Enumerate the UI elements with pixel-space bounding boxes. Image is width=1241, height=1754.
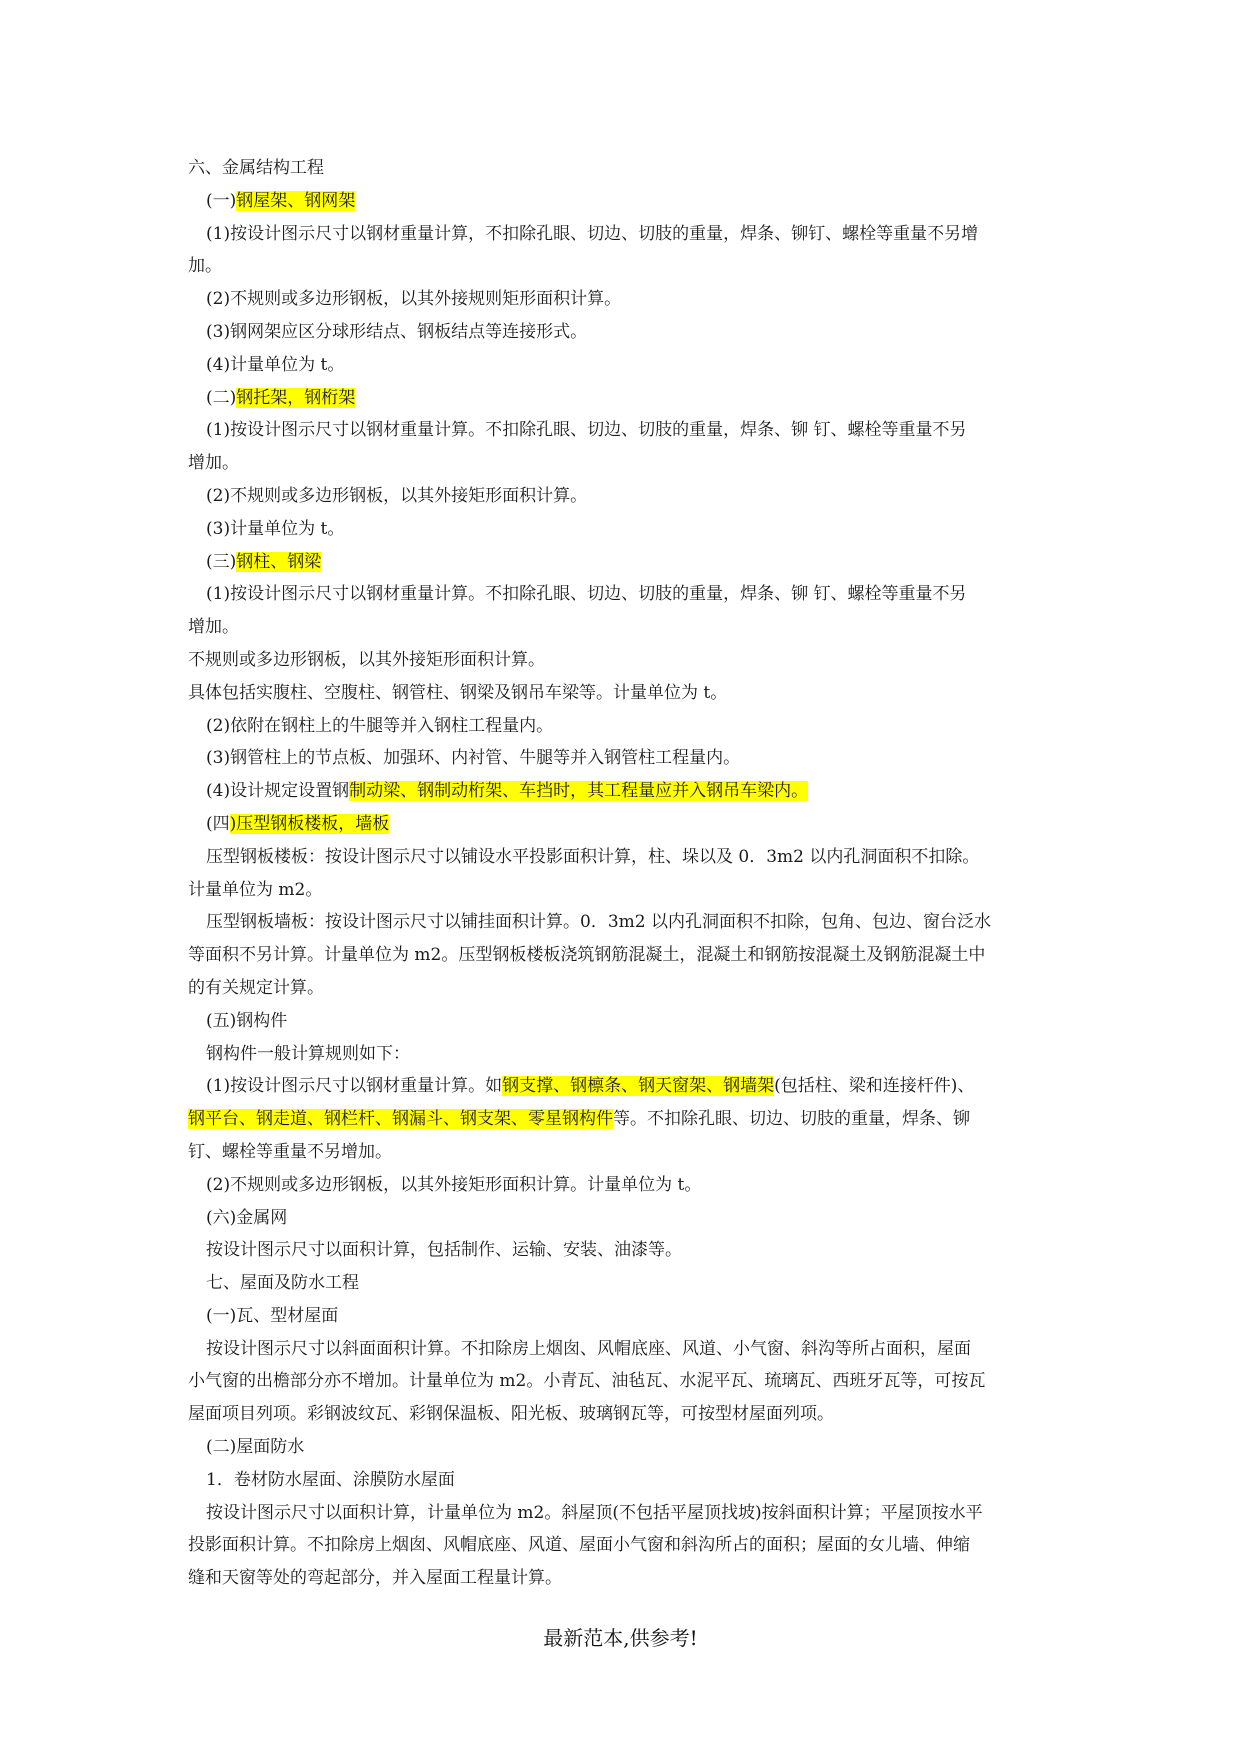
paragraph-line bbox=[188, 546, 1058, 579]
paragraph-line bbox=[188, 1529, 1058, 1562]
text-segment: 加。 bbox=[188, 256, 222, 277]
paragraph-line bbox=[188, 841, 1058, 874]
paragraph-line bbox=[188, 1038, 1058, 1071]
highlighted-text: )压型钢板楼板，墙板 bbox=[229, 813, 390, 834]
paragraph-line bbox=[188, 382, 1058, 415]
highlighted-text: 钢支撑、钢檩条、钢天窗架、钢墙架 bbox=[502, 1076, 775, 1097]
text-segment: (1)按设计图示尺寸以钢材重量计算。不扣除孔眼、切边、切肢的重量，焊条、铆 钉、螺栓等重量不另 bbox=[206, 420, 967, 441]
paragraph-line bbox=[188, 283, 1058, 316]
text-segment: 压型钢板墙板：按设计图示尺寸以铺挂面积计算。0．3m2 以内孔洞面积不扣除，包角、包边、窗台泛水 bbox=[206, 912, 991, 933]
text-segment: 按设计图示尺寸以面积计算，包括制作、运输、安装、油漆等。 bbox=[206, 1240, 682, 1261]
text-segment: 增加。 bbox=[188, 453, 239, 474]
paragraph-line bbox=[188, 1431, 1058, 1464]
paragraph-line bbox=[188, 1234, 1058, 1267]
paragraph-line bbox=[188, 578, 1058, 611]
text-segment: 等面积不另计算。计量单位为 m2。压型钢板楼板浇筑钢筋混凝土，混凝土和钢筋按混凝土及钢筋混凝土中 bbox=[188, 945, 986, 966]
text-segment: (3)钢网架应区分球形结点、钢板结点等连接形式。 bbox=[206, 321, 588, 342]
paragraph-line bbox=[188, 1202, 1058, 1235]
paragraph-line bbox=[188, 1169, 1058, 1202]
highlighted-text: 钢托架，钢桁架 bbox=[236, 387, 356, 408]
paragraph-line bbox=[188, 611, 1058, 644]
paragraph-line bbox=[188, 1562, 1058, 1595]
text-segment: 缝和天窗等处的弯起部分，并入屋面工程量计算。 bbox=[188, 1568, 562, 1589]
text-segment: 等。不扣除孔眼、切边、切肢的重量，焊条、铆 bbox=[613, 1109, 970, 1130]
paragraph-line bbox=[188, 1267, 1058, 1300]
paragraph-line bbox=[188, 644, 1058, 677]
text-segment: (2)不规则或多边形钢板，以其外接矩形面积计算。 bbox=[206, 485, 588, 506]
paragraph-line bbox=[188, 1136, 1058, 1169]
text-segment: (一) bbox=[206, 190, 237, 211]
paragraph-line bbox=[188, 972, 1058, 1005]
paragraph-line bbox=[188, 939, 1058, 972]
text-segment: (三) bbox=[206, 551, 237, 572]
text-segment: (2)不规则或多边形钢板，以其外接矩形面积计算。计量单位为 t。 bbox=[206, 1174, 702, 1195]
text-segment: 六、金属结构工程 bbox=[188, 158, 324, 178]
text-segment: 按设计图示尺寸以面积计算，计量单位为 m2。斜屋顶(不包括平屋顶找坡)按斜面积计算；平屋顶按水平 bbox=[206, 1502, 983, 1523]
paragraph-line bbox=[188, 1398, 1058, 1431]
paragraph-line bbox=[188, 1497, 1058, 1530]
highlighted-text: 制动梁、钢制动桁架、车挡时，其工程量应并入钢吊车梁内。 bbox=[349, 781, 809, 802]
text-segment: (一)瓦、型材屋面 bbox=[206, 1305, 339, 1326]
text-segment: (4)计量单位为 t。 bbox=[206, 354, 345, 375]
text-segment: (1)按设计图示尺寸以钢材重量计算，不扣除孔眼、切边、切肢的重量，焊条、铆钉、螺栓等重量不另增 bbox=[206, 223, 979, 244]
paragraph-line bbox=[188, 808, 1058, 841]
text-segment: (二)屋面防水 bbox=[206, 1437, 305, 1458]
text-segment: 计量单位为 m2。 bbox=[188, 879, 323, 900]
highlighted-text: 钢屋架、钢网架 bbox=[236, 190, 356, 211]
text-segment: (五)钢构件 bbox=[206, 1010, 288, 1031]
text-segment: (1)按设计图示尺寸以钢材重量计算。不扣除孔眼、切边、切肢的重量，焊条、铆 钉、螺栓等重量不另 bbox=[206, 584, 967, 605]
paragraph-line bbox=[188, 710, 1058, 743]
paragraph-line bbox=[188, 1365, 1058, 1398]
paragraph-line bbox=[188, 874, 1058, 907]
paragraph-line bbox=[188, 218, 1058, 251]
paragraph-line bbox=[188, 906, 1058, 939]
text-segment: 按设计图示尺寸以斜面面积计算。不扣除房上烟囱、风帽底座、风道、小气窗、斜沟等所占面积，屋面 bbox=[206, 1338, 971, 1359]
text-segment: (2)依附在钢柱上的牛腿等并入钢柱工程量内。 bbox=[206, 715, 554, 736]
paragraph-line bbox=[188, 513, 1058, 546]
text-segment: 增加。 bbox=[188, 617, 239, 638]
paragraph-line bbox=[188, 152, 1058, 185]
text-segment: 的有关规定计算。 bbox=[188, 977, 324, 998]
paragraph-line bbox=[188, 185, 1058, 218]
paragraph-line bbox=[188, 480, 1058, 513]
text-segment: (四 bbox=[206, 813, 230, 834]
text-segment: 投影面积计算。不扣除房上烟囱、风帽底座、风道、屋面小气窗和斜沟所占的面积；屋面的女儿墙、伸缩 bbox=[188, 1535, 970, 1556]
text-segment: (六)金属网 bbox=[206, 1207, 288, 1228]
paragraph-line bbox=[188, 1333, 1058, 1366]
text-segment: (包括柱、梁和连接杆件)、 bbox=[774, 1076, 975, 1097]
text-segment: (3)钢管柱上的节点板、加强环、内衬管、牛腿等并入钢管柱工程量内。 bbox=[206, 748, 741, 769]
paragraph-line bbox=[188, 775, 1058, 808]
text-segment: (1)按设计图示尺寸以钢材重量计算。如 bbox=[206, 1076, 503, 1097]
paragraph-line bbox=[188, 742, 1058, 775]
paragraph-line bbox=[188, 1070, 1058, 1103]
page-footer: 最新范本,供参考! bbox=[543, 1626, 698, 1650]
paragraph-line bbox=[188, 1464, 1058, 1497]
paragraph-line bbox=[188, 1300, 1058, 1333]
text-segment: 七、屋面及防水工程 bbox=[206, 1273, 359, 1294]
text-segment: (2)不规则或多边形钢板，以其外接规则矩形面积计算。 bbox=[206, 289, 622, 310]
text-segment: 屋面项目列项。彩钢波纹瓦、彩钢保温板、阳光板、玻璃钢瓦等，可按型材屋面列项。 bbox=[188, 1404, 834, 1425]
text-segment: (4)设计规定设置钢 bbox=[206, 781, 350, 802]
paragraph-line bbox=[188, 414, 1058, 447]
text-segment: 压型钢板楼板：按设计图示尺寸以铺设水平投影面积计算，柱、垛以及 0．3m2 以内孔洞面积不扣除。 bbox=[206, 846, 980, 867]
paragraph-line bbox=[188, 316, 1058, 349]
text-segment: 钉、螺栓等重量不另增加。 bbox=[188, 1141, 392, 1162]
text-segment: (3)计量单位为 t。 bbox=[206, 518, 345, 539]
text-segment: 1．卷材防水屋面、涂膜防水屋面 bbox=[206, 1469, 455, 1490]
document-body bbox=[188, 152, 1058, 1595]
text-segment: 具体包括实腹柱、空腹柱、钢管柱、钢梁及钢吊车梁等。计量单位为 t。 bbox=[188, 682, 728, 703]
paragraph-line bbox=[188, 349, 1058, 382]
paragraph-line bbox=[188, 677, 1058, 710]
text-segment: 钢构件一般计算规则如下： bbox=[206, 1043, 410, 1064]
text-segment: 不规则或多边形钢板，以其外接矩形面积计算。 bbox=[188, 649, 545, 670]
paragraph-line bbox=[188, 1005, 1058, 1038]
paragraph-line bbox=[188, 447, 1058, 480]
text-segment: (二) bbox=[206, 387, 237, 408]
highlighted-text: 钢柱、钢梁 bbox=[236, 551, 322, 572]
highlighted-text: 钢平台、钢走道、钢栏杆、钢漏斗、钢支架、零星钢构件 bbox=[188, 1109, 613, 1130]
paragraph-line bbox=[188, 250, 1058, 283]
paragraph-line bbox=[188, 1103, 1058, 1136]
text-segment: 小气窗的出檐部分亦不增加。计量单位为 m2。小青瓦、油毡瓦、水泥平瓦、琉璃瓦、西班牙瓦等，可按瓦 bbox=[188, 1371, 986, 1392]
